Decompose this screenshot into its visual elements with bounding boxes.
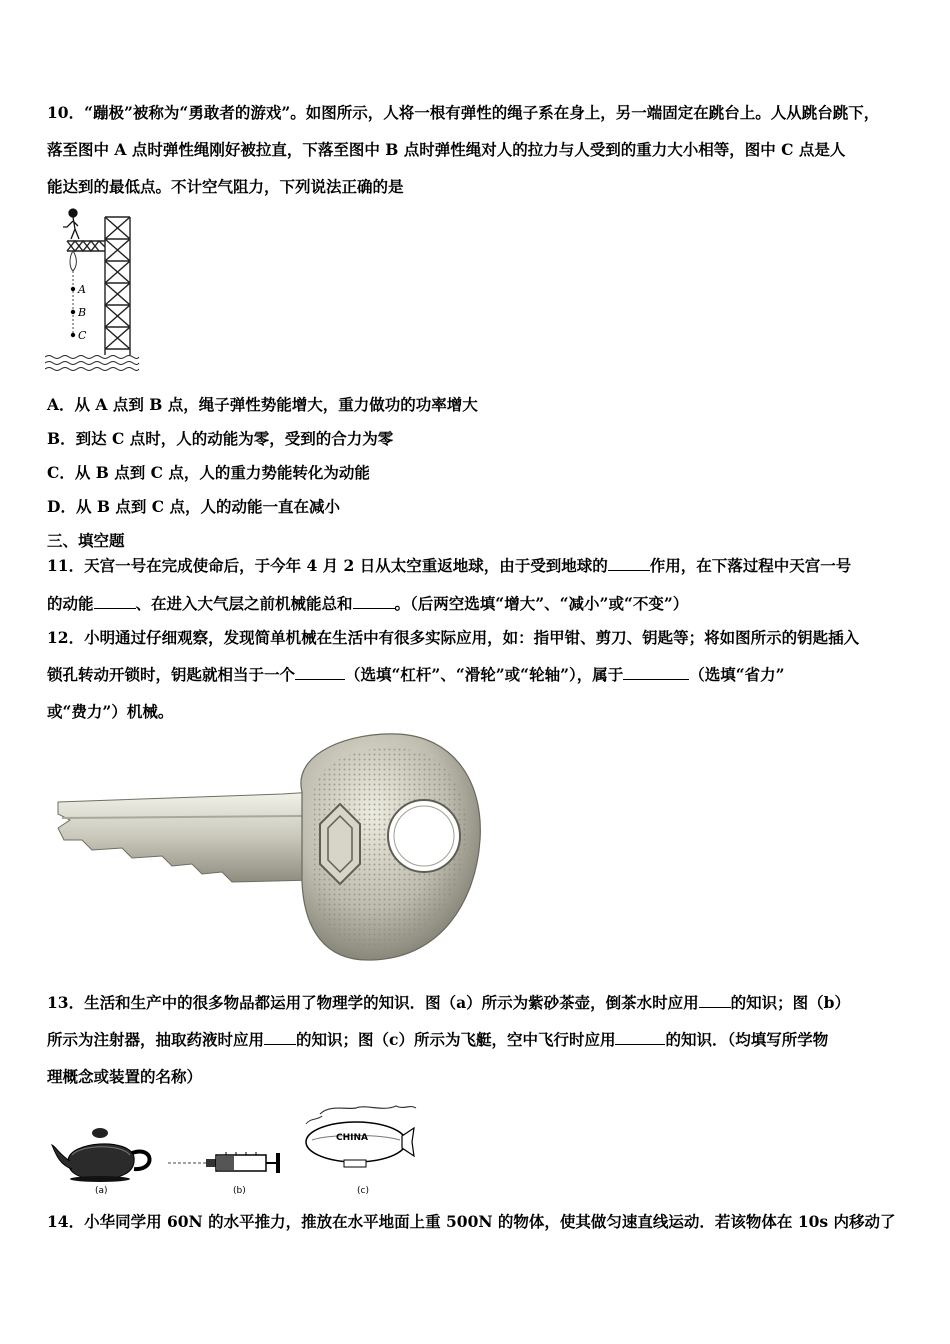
q11-line-1 — [47, 556, 851, 576]
q14-line-1: 14．小华同学用 60N 的水平推力，推放在水平地面上重 500N 的物体，使其做匀速直线运动．若该物体在 10s 内移动了 — [47, 1212, 896, 1231]
q12-line-3: 或“费力”）机械。 — [47, 702, 174, 721]
q11-text-2b: 、在进入大气层之前机械能总和 — [135, 594, 353, 613]
point-c-label: C — [78, 329, 87, 342]
q13-text-2b: 的知识；图（c）所示为飞艇，空中飞行时应用 — [296, 1030, 616, 1049]
q10-line-2: 落至图中 A 点时弹性绳刚好被拉直，下落至图中 B 点时弹性绳对人的拉力与人受到的重力大小相等，图中 C 点是人 — [47, 140, 846, 159]
q13-blank-2[interactable] — [264, 1030, 296, 1045]
q13-line-2 — [47, 1030, 828, 1050]
section-heading: 三、填空题 — [47, 531, 125, 550]
q13-text-1a: 13．生活和生产中的很多物品都运用了物理学的知识．图（a）所示为紫砂茶壶，倒茶水时应用 — [47, 993, 699, 1012]
airship-figure — [300, 1100, 420, 1185]
key-image — [52, 732, 482, 962]
caption-c: (c) — [357, 1186, 369, 1196]
q12-text-2a: 锁孔转动开锁时，钥匙就相当于一个 — [47, 665, 296, 684]
q13-text-1b: 的知识；图（b） — [730, 993, 850, 1012]
q12-line-1: 12．小明通过仔细观察，发现简单机械在生活中有很多实际应用，如：指甲钳、剪刀、钥匙等；将如图所示的钥匙插入 — [47, 628, 860, 647]
q10-option-a: A．从 A 点到 B 点，绳子弹性势能增大，重力做功的功率增大 — [47, 395, 478, 414]
q12-blank-1[interactable] — [295, 665, 345, 680]
q13-text-2c: 的知识．（均填写所学物 — [665, 1030, 829, 1049]
q10-option-c: C．从 B 点到 C 点，人的重力势能转化为动能 — [47, 463, 370, 482]
point-b-label: B — [78, 306, 87, 319]
q10-option-b: B．到达 C 点时，人的动能为零，受到的合力为零 — [47, 429, 394, 448]
q13-blank-1[interactable] — [699, 993, 731, 1008]
q13-text-2a: 所示为注射器，抽取药液时应用 — [47, 1030, 265, 1049]
q11-line-2 — [47, 594, 688, 614]
caption-a: (a) — [95, 1186, 108, 1196]
q10-line-3: 能达到的最低点。不计空气阻力，下列说法正确的是 — [47, 177, 404, 196]
q12-text-2b: （选填“杠杆”、“滑轮”或“轮轴”），属于 — [345, 665, 624, 684]
q10-option-d: D．从 B 点到 C 点，人的动能一直在减小 — [47, 497, 340, 516]
caption-b: (b) — [233, 1186, 246, 1196]
q13-blank-3[interactable] — [615, 1030, 665, 1045]
q11-text-1a: 11．天宫一号在完成使命后，于今年 4 月 2 日从太空重返地球，由于受到地球的 — [47, 556, 608, 575]
teapot-figure — [50, 1125, 160, 1185]
q11-blank-2[interactable] — [94, 594, 136, 609]
q11-text-1b: 作用，在下落过程中天宫一号 — [649, 556, 852, 575]
q12-blank-2[interactable] — [623, 665, 689, 680]
q11-text-2c: 。（后两空选填“增大”、“减小”或“不变”） — [394, 594, 689, 613]
airship-text: CHINA — [336, 1133, 368, 1143]
q12-text-2c: （选填“省力” — [689, 665, 785, 684]
q13-line-3: 理概念或装置的名称） — [47, 1067, 203, 1086]
point-a-label: A — [78, 283, 86, 296]
q10-line-1: 10．“蹦极”被称为“勇敢者的游戏”。如图所示，人将一根有弹性的绳子系在身上，另一端固定在跳台上。人从跳台跳下， — [47, 103, 880, 122]
syringe-figure — [166, 1145, 286, 1180]
q12-line-2 — [47, 665, 785, 685]
bungee-jump-figure — [45, 205, 140, 373]
q11-blank-1[interactable] — [608, 556, 650, 571]
q13-line-1 — [47, 993, 850, 1013]
q11-blank-3[interactable] — [353, 594, 395, 609]
q11-text-2a: 的动能 — [47, 594, 94, 613]
